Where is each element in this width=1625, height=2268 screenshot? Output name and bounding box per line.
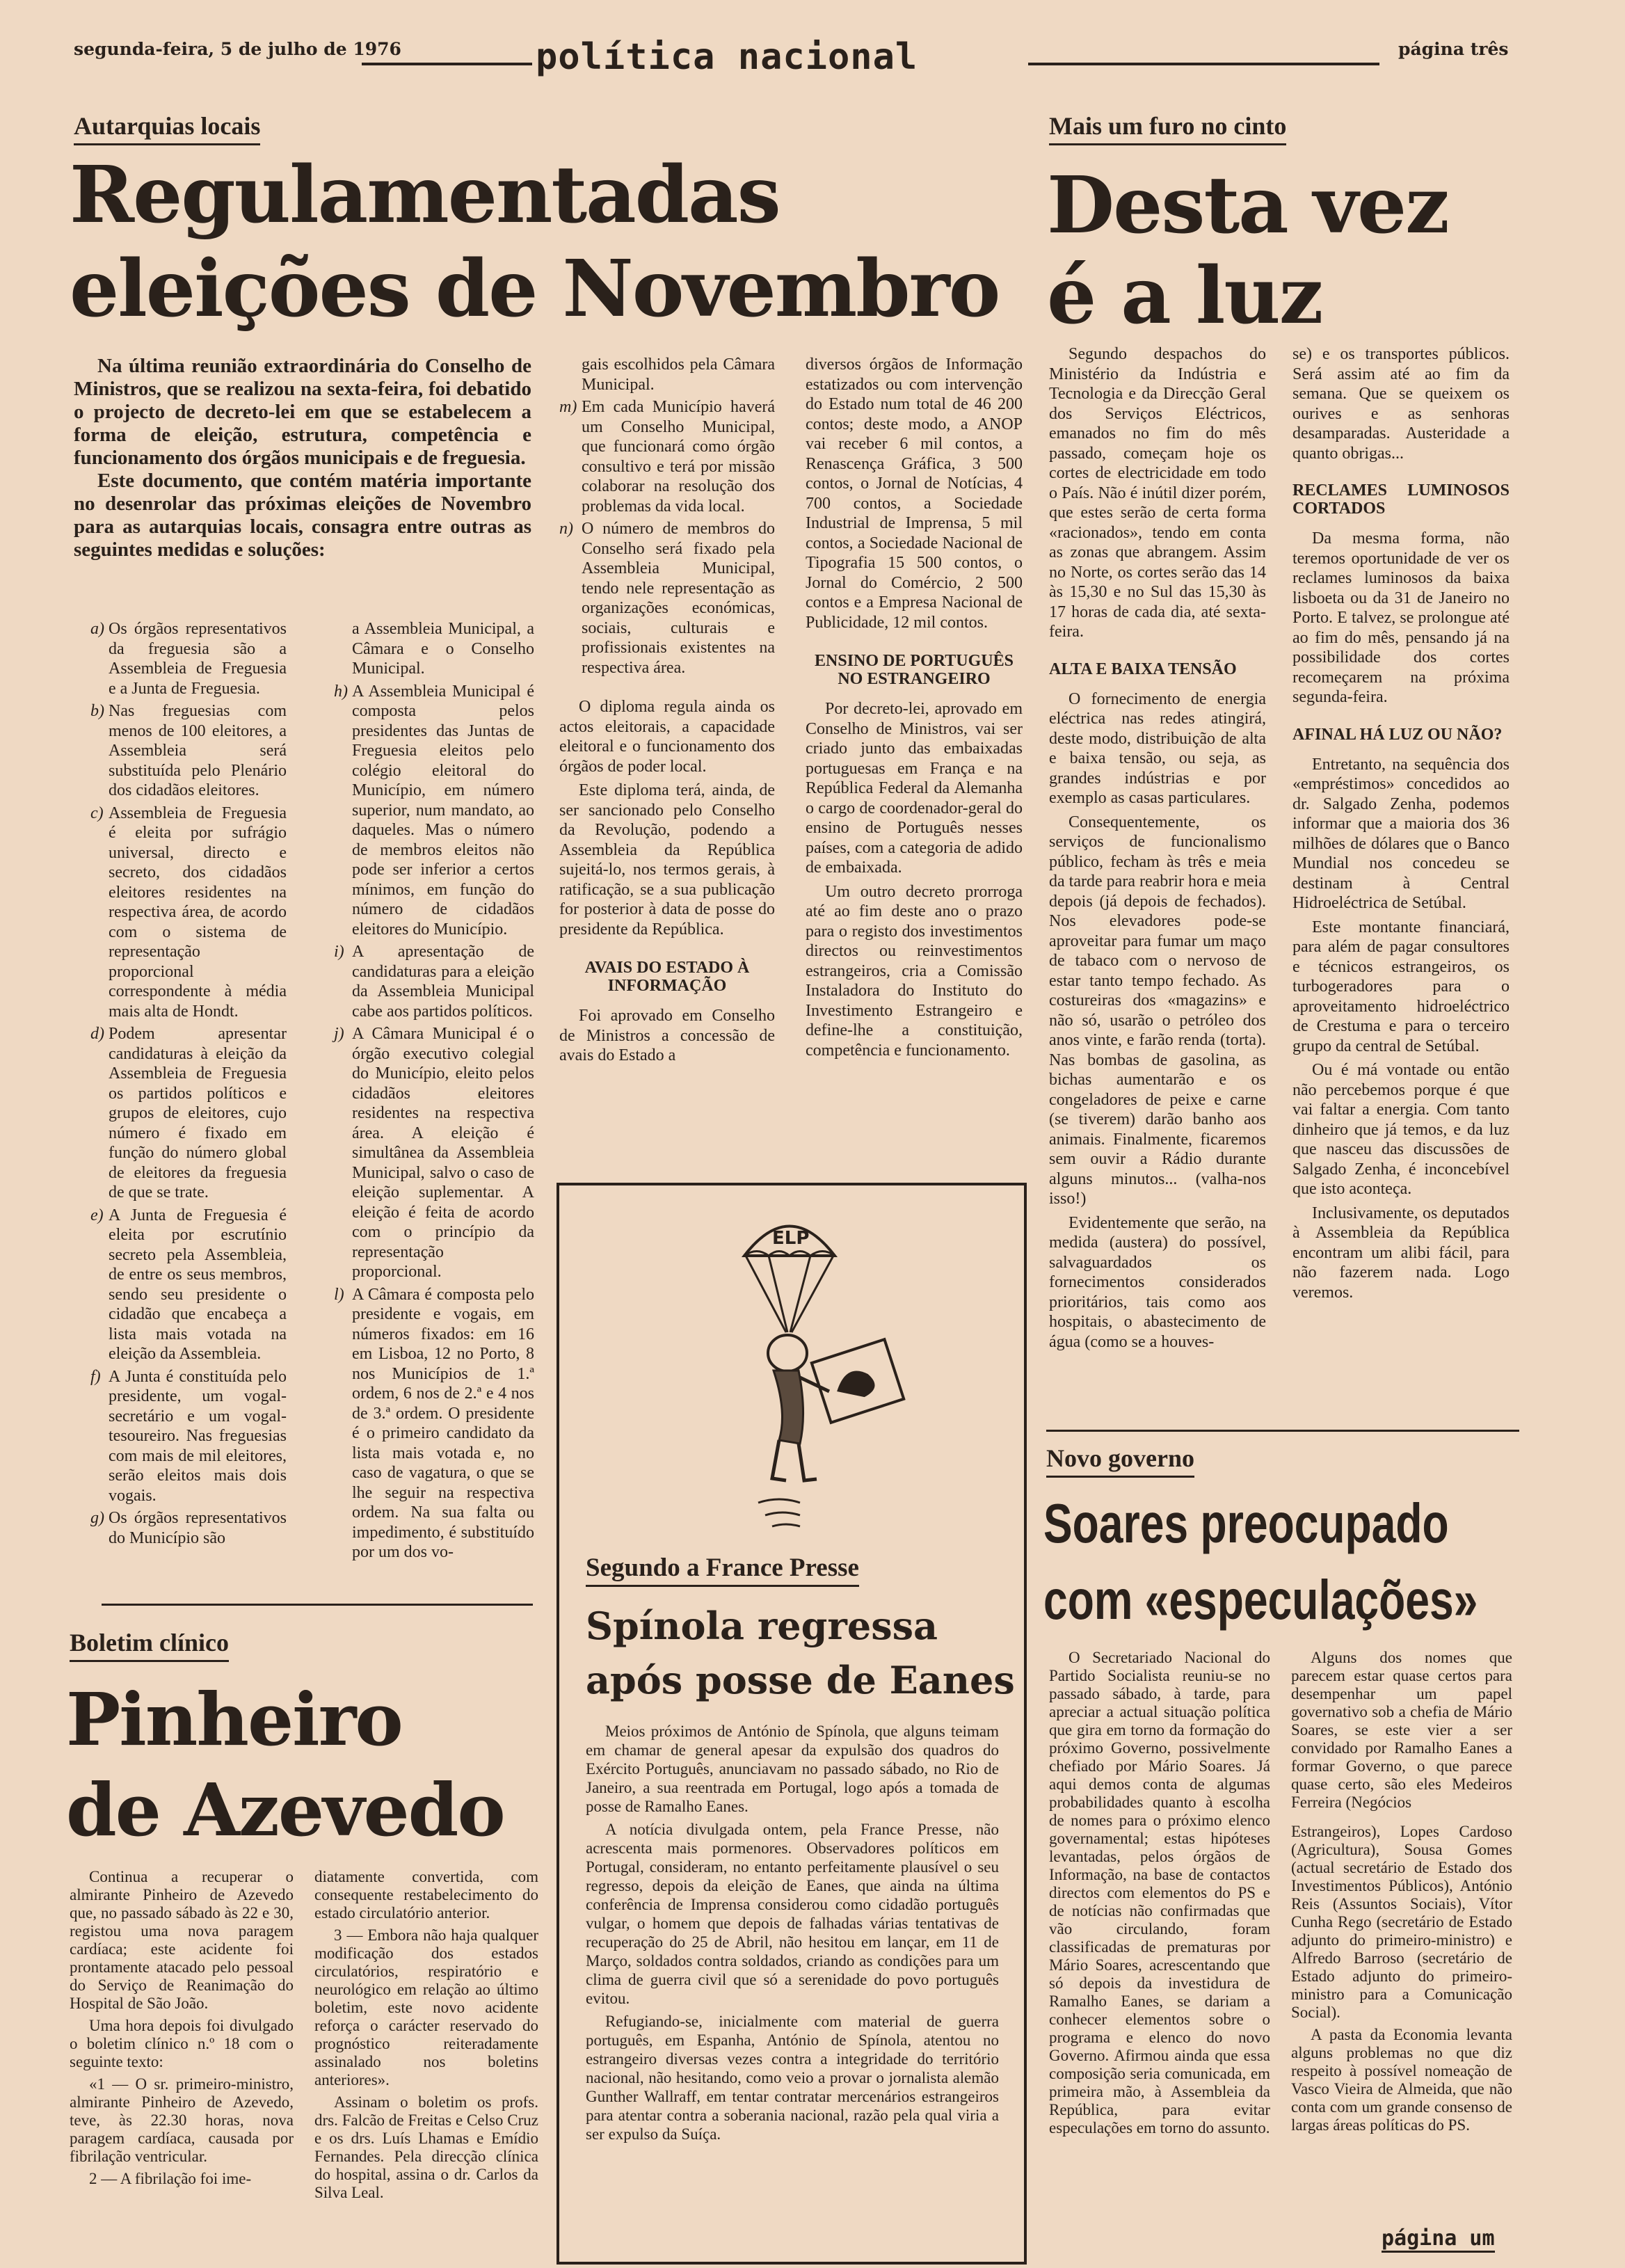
measure-item: c) Assembleia de Freguesia é eleita por sufrágio universal, directo e secreto, dos cidadãos eleitores residentes na respectiva área, de acordo com o sistema de representação proporcional correspondente à média mais alta de Hondt. [90,804,287,1021]
measure-item: l) A Câmara é composta pelo presidente e vogais, em números fixados: em 16 em Lisboa, 12 no Porto, 8 nos Municípios de 1.ª ordem, 6 nos de 2.ª e 4 nos de 3.ª ordem. O presidente é o primeiro candidato da lista mais votada e, no caso de vagatura, o que se lhe seguir na respectiva ordem. Na sua falta ou impedimento, é substituído por um dos vo- [334,1285,534,1561]
masthead-rule-right [1028,63,1379,65]
measure-item: f) A Junta é constituída pelo presidente, um vogal-secretário e um vogal-tesoureiro. Nas freguesias com mais de mil eleitores, serão eleitos mais dois vogais. [90,1367,287,1505]
body-paragraph: Refugiando-se, inicialmente com material de guerra português, em Espanha, António de Spínola, atentou no estrangeiro diversas vezes contra a integridade do território nacional, não hesitando, como veio a provar o jornalista alemão Gunther Wallraff, em tentar contratar mercenários estrangeiros para atentar contra a soberania nacional, razão pela qual viria a ser expulso da Suíça. [586,2013,999,2143]
avais-subhead: AVAIS DO ESTADO À INFORMAÇÃO [584,959,750,995]
body-paragraph: Meios próximos de António de Spínola, que alguns teimam em chamar de general apesar da expulsão dos quadros do Exército Português, anunciavam no passado sábado, no Rio de Janeiro, a sua reentrada em Portugal, logo após a tomada de posse de Ramalho Eanes. [586,1723,999,1815]
autarquias-lead [74,355,531,561]
luz-headline-1: Desta vez [1047,160,1448,251]
autarquias-col-4 [806,355,1023,1064]
spinola-body [586,1722,999,2148]
body-paragraph: diatamente convertida, com consequente restabelecimento do estado circulatório anterior. [314,1868,538,1922]
motion-lines [758,1499,800,1526]
body-paragraph: Evidentemente que serão, na medida (austera) do possível, salvaguardados os fornecimentos considerados prioritários, tais como aos hospitais, o abastecimento de água (como se a houves- [1049,1213,1266,1351]
body-paragraph: «1 — O sr. primeiro-ministro, almirante Pinheiro de Azevedo, teve, às 22.30 horas, nova paragem cardíaca, causada por fibrilação ventricular. [70,2075,294,2165]
masthead-date: segunda-feira, 5 de julho de 1976 [74,39,401,59]
body-paragraph: diversos órgãos de Informação estatizados ou com intervenção do Estado num total de 46 200 contos; deste modo, a ANOP vai receber 6 mil contos, a Renascença Gráfica, 3 500 contos, o Jornal de Notícias, 4 700 contos, a Sociedade Industrial de Imprensa, 5 mil contos, a Sociedade Nacional de Tipografia 15 500 contos, o Jornal do Comércio, 2 500 contos e a Empresa Nacional de Publicidade, 12 mil contos. [806,356,1023,632]
body-paragraph: Este montante financiará, para além de pagar consultores e técnicos estrangeiros, os turbogeradores para o aproveitamento hidroeléctrico de Crestuma e para o terceiro grupo da central de Setúbal. [1292,918,1510,1055]
measure-item: e) A Junta de Freguesia é eleita por escrutínio secreto pela Assembleia, de entre os seus membros, sendo seu presidente o cidadão que encabeça a lista mais votada na eleição da Assembleia. [90,1206,287,1363]
governo-col-1 [1049,1649,1270,2141]
page-number: página três [1398,39,1509,59]
autarquias-headline-1: Regulamentadas [70,150,780,241]
body-paragraph: Por decreto-lei, aprovado em Conselho de Ministros, vai ser criado junto das embaixadas portuguesas em França e na República Federal da Alemanha o cargo de coordenador-geral do ensino de Português nesses países, com a categoria de adido de embaixada. [806,700,1023,877]
measure-item: gais escolhidos pela Câmara Municipal. [582,356,775,394]
measure-item: b) Nas freguesias com menos de 100 eleitores, a Assembleia será substituída pelo Plenário dos cidadãos eleitores. [90,702,287,799]
luz-col-2 [1292,344,1510,1307]
figure-body [774,1371,803,1444]
ensino-subhead: ENSINO DE PORTUGUÊS NO ESTRANGEIRO [815,652,1014,688]
boletim-kicker: Boletim clínico [70,1628,229,1662]
luz-subhead: AFINAL HÁ LUZ OU NÃO? [1292,725,1503,744]
boletim-headline-2: de Azevedo [66,1767,504,1853]
governo-col-2 [1291,1649,1512,2139]
governo-kicker: Novo governo [1046,1444,1194,1478]
figure-head [768,1335,807,1371]
autarquias-col-1 [90,619,287,1551]
lead-paragraph: Na última reunião extraordinária do Conselho de Ministros, que se realizou na sexta-feira, foi debatido o projecto de decreto-lei em que se estabelecem a forma de eleição, estrutura, competência e funcionamento dos órgãos municipais e de freguesia. [74,355,531,469]
autarquias-bottom-rule [102,1604,533,1606]
spinola-kicker: Segundo a France Presse [586,1553,859,1587]
body-paragraph: Este diploma terá, ainda, de ser sancionado pelo Conselho da Revolução, podendo a Assembleia da República sujeitá-lo, nos termos gerais, à ratificação, se a sua publicação for posterior à data de posse do presidente da República. [559,781,775,939]
measure-item: a Assembleia Municipal, a Câmara e o Conselho Municipal. [352,620,534,678]
autarquias-kicker: Autarquias locais [74,111,260,145]
measure-item: j) A Câmara Municipal é o órgão executivo colegial do Município, eleito pelos cidadãos eleitores residentes na respectiva área. A eleição é simultânea da Assembleia Municipal, salvo o caso de eleição suplementar. A eleição é feita de acordo com o princípio da representação proporcional. [334,1025,534,1281]
body-paragraph: Inclusivamente, os deputados à Assembleia da República encontram um alibi fácil, para não fazerem nada. Logo veremos. [1292,1204,1510,1302]
measure-item: g) Os órgãos representativos do Município são [90,1509,287,1547]
body-paragraph: Foi aprovado em Conselho de Ministros a concessão de avais do Estado a [559,1007,775,1064]
body-paragraph: O Secretariado Nacional do Partido Socialista reuniu-se no passado sábado, à tarde, para apreciar a actual situação política que gira em torno da formação do próximo Governo, possivelmente chefiado por Mário Soares. Já aqui demos conta de algumas probabilidades quanto à escolha de nomes para o próximo elenco governamental; estas hipóteses levantadas, pelos órgãos de Informação, na base de contactos directos com elementos do PS e de notícias não confirmadas que vão circulando, foram classificadas de prematuras por Mário Soares, acrescentando que só depois da investidura de Ramalho Eanes, se dariam a conhecer elementos sobre o programa e elenco do novo Governo. Afirmou ainda que essa composição seria comunicada, em primeira mão, à Assembleia da República, para evitar especulações em torno do assunto. [1049,1649,1270,2137]
body-paragraph: Da mesma forma, não teremos oportunidade de ver os reclames luminosos da baixa lisboeta ou da 31 de Janeiro no Porto. E talvez, se prolongue até ao fim do mês, pensando já na possibilidade dos cortes recomeçarem na próxima segunda-feira. [1292,529,1510,706]
body-paragraph: 2 — A fibrilação foi ime- [89,2170,252,2187]
governo-headline-1: Soares preocupado [1043,1492,1449,1554]
body-paragraph: 3 — Embora não haja qualquer modificação dos estados circulatórios, respiratório e neurológico em relação ao último boletim, este novo acidente reforça o carácter reservado do prognóstico reiteradamente assinalado nos boletins anteriores». [314,1926,538,2089]
body-paragraph: Alguns dos nomes que parecem estar quase certos para desempenhar um papel governativo sob a chefia de Mário Soares, se este vier a ser convidado por Ramalho Eanes a formar Governo, o que parece quase certo, são eles Medeiros Ferreira (Negócios [1291,1649,1512,1811]
body-paragraph: Segundo despachos do Ministério da Indústria e Tecnologia e da Direcção Geral dos Serviços Eléctricos, emanados no fim do mês passado, começam hoje os cortes de electricidade em todo o País. Não é inútil dizer porém, que estes serão de certa forma «racionados», tendo em conta as zonas que abrangem. Assim no Norte, os cortes serão das 14 às 15,30 e no Sul das 15,30 às 17 horas de cada dia, até sexta-feira. [1049,345,1266,641]
luz-subhead: RECLAMES LUMINOSOS CORTADOS [1292,481,1510,518]
masthead-rule-left [362,63,532,65]
luz-kicker: Mais um furo no cinto [1049,111,1286,145]
boletim-headline-1: Pinheiro [66,1677,402,1762]
section-name: política nacional [536,36,918,78]
boletim-col-1 [70,1868,294,2192]
luz-headline-2: é a luz [1047,250,1322,342]
body-paragraph: Ou é má vontade ou então não percebemos porque é que vai faltar a energia. Com tanto dinheiro que já temos, e da luz que nasceu das discussões de Salgado Zenha, é inconcebível que isto aconteça. [1292,1061,1510,1198]
autarquias-headline-2: eleições de Novembro [70,243,1000,335]
body-paragraph: A pasta da Economia levanta alguns problemas no que diz respeito à possível nomeação de Vasco Vieira de Almeida, que não conta com um grande consenso de largas áreas políticas do PS. [1291,2026,1512,2134]
autarquias-col-3 [559,355,775,1070]
governo-headline-2: com «especulações» [1043,1569,1478,1631]
spinola-headline-2: após posse de Eanes [586,1658,1015,1702]
body-paragraph: O fornecimento de energia eléctrica nas redes atingirá, deste modo, distribuição de alta e baixa tensão, ou seja, as grandes indústrias e por exemplo as casas particulares. [1049,689,1266,807]
body-paragraph: O diploma regula ainda os actos eleitorais, a capacidade eleitoral e o funcionamento dos órgãos de poder local. [559,698,775,776]
measure-item: a) Os órgãos representativos da freguesia são a Assembleia de Freguesia e a Junta de Freguesia. [90,620,287,698]
body-paragraph: Consequentemente, os serviços de funcionalismo público, fecham às três e meia da tarde para reabrir hora e meia depois (já depois de fechados). Nos elevadores pode-se aproveitar para fumar um maço de tabaco com o nervoso de estar tanto tempo fechado. As costureiras dos «magazins» e não só, usarão o petróleo dos anos vinte, e farão renda (torta). Nas bombas de gasolina, as bichas aumentarão e os congeladores de peixe e carne (se tiverem) darão banho aos animais. Finalmente, ficaremos sem ouvir a Rádio durante alguns minutos... (valha-nos isso!) [1049,813,1266,1208]
body-paragraph: A notícia divulgada ontem, pela France Presse, não acrescenta mais pormenores. Observadores políticos em Portugal, consideram, no entanto perfeitamente plausível o seu regresso, depois da eleição de Eanes, que ainda na última conferência de Imprensa considerou como cidadão português vulgar, o homem que depois de falhadas várias tentativas de recuperação do 25 de Abril, não hesitou em lançar, em 11 de Março, soldados contra soldados, criando as condições para um clima de guerra civil que só a serenidade do povo português evitou. [586,1821,999,2007]
body-paragraph: Um outro decreto prorroga até ao fim deste ano o prazo para o registo dos investimentos directos ou reinvestimentos estrangeiros, cria a Comissão Instaladora do Instituto do Investimento Estrangeiro e define-lhe a constituição, competência e funcionamento. [806,882,1023,1060]
autarquias-col-2 [334,619,534,1565]
measure-item: i) A apresentação de candidaturas para a eleição da Assembleia Municipal cabe aos partidos políticos. [334,943,534,1021]
parachute-cartoon [668,1204,918,1531]
spinola-headline-1: Spínola regressa [586,1604,938,1648]
lead-paragraph: Este documento, que contém matéria importante no desenrolar das próximas eleições de Novembro para as autarquias locais, consagra entre outras as seguintes medidas e soluções: [74,470,531,561]
parachute-label: ELP [772,1228,810,1249]
body-paragraph: Continua a recuperar o almirante Pinheiro de Azevedo que, no passado sábado às 22 e 30, registou uma nova paragem cardíaca; este acidente foi prontamente atacado pelo pessoal do Serviço de Reanimação do Hospital de São João. [70,1868,294,2012]
measure-item: h) A Assembleia Municipal é composta pelos presidentes das Juntas de Freguesia eleitos pelo colégio eleitoral do Município, em número superior, num mandato, ao daqueles. Mas o número de membros eleitos não pode ser inferior a certos mínimos, em função do número de cidadãos eleitores do Município. [334,682,534,939]
body-paragraph: Uma hora depois foi divulgado o boletim clínico n.º 18 com o seguinte texto: [70,2017,294,2070]
measure-item: d) Podem apresentar candidaturas à eleição da Assembleia de Freguesia os partidos políticos e grupos de eleitores, cujo número é fixado em função do número global de eleitores da freguesia de que se trate. [90,1025,287,1201]
luz-col-1 [1049,344,1266,1356]
boletim-col-2 [314,1868,538,2206]
continued-link[interactable]: página um [1382,2226,1495,2253]
measure-item: m) Em cada Município haverá um Conselho Municipal, que funcionará como órgão consultivo e terá por missão colaborar na resolução dos problemas da vida local. [559,398,775,516]
body-paragraph: se) e os transportes públicos. Será assim até ao fim da semana. Que se queixem os ourives e as senhoras desamparadas. Austeridade a quanto obrigas... [1292,345,1510,463]
measure-item: n) O número de membros do Conselho será fixado pela Assembleia Municipal, tendo nele representação as organizações económicas, sociais, culturais e profissionais existentes na respectiva área. [559,520,775,677]
governo-top-rule [1046,1430,1519,1432]
body-paragraph: Assinam o boletim os profs. drs. Falcão de Freitas e Celso Cruz e os drs. Luís Lhamas e Emídio Fernandes. Pela direcção clínica do hospital, assina o dr. Carlos da Silva Leal. [314,2093,538,2201]
body-paragraph: Estrangeiros), Lopes Cardoso (Agricultura), Sousa Gomes (actual secretário de Estado dos Investimentos Públicos), António Reis (Assuntos Sociais), Vítor Cunha Rego (secretário de Estado adjunto do primeiro-ministro) e Alfredo Barroso (secretário de Estado adjunto do primeiro-ministro para a Comunicação Social). [1291,1823,1512,2021]
body-paragraph: Entretanto, na sequência dos «empréstimos» concedidos ao dr. Salgado Zenha, podemos informar que a maioria dos 36 milhões de dólares que o Banco Mundial nos concedeu se destinam à Central Hidroeléctrica de Setúbal. [1292,755,1510,912]
luz-subhead: ALTA E BAIXA TENSÃO [1049,660,1237,678]
